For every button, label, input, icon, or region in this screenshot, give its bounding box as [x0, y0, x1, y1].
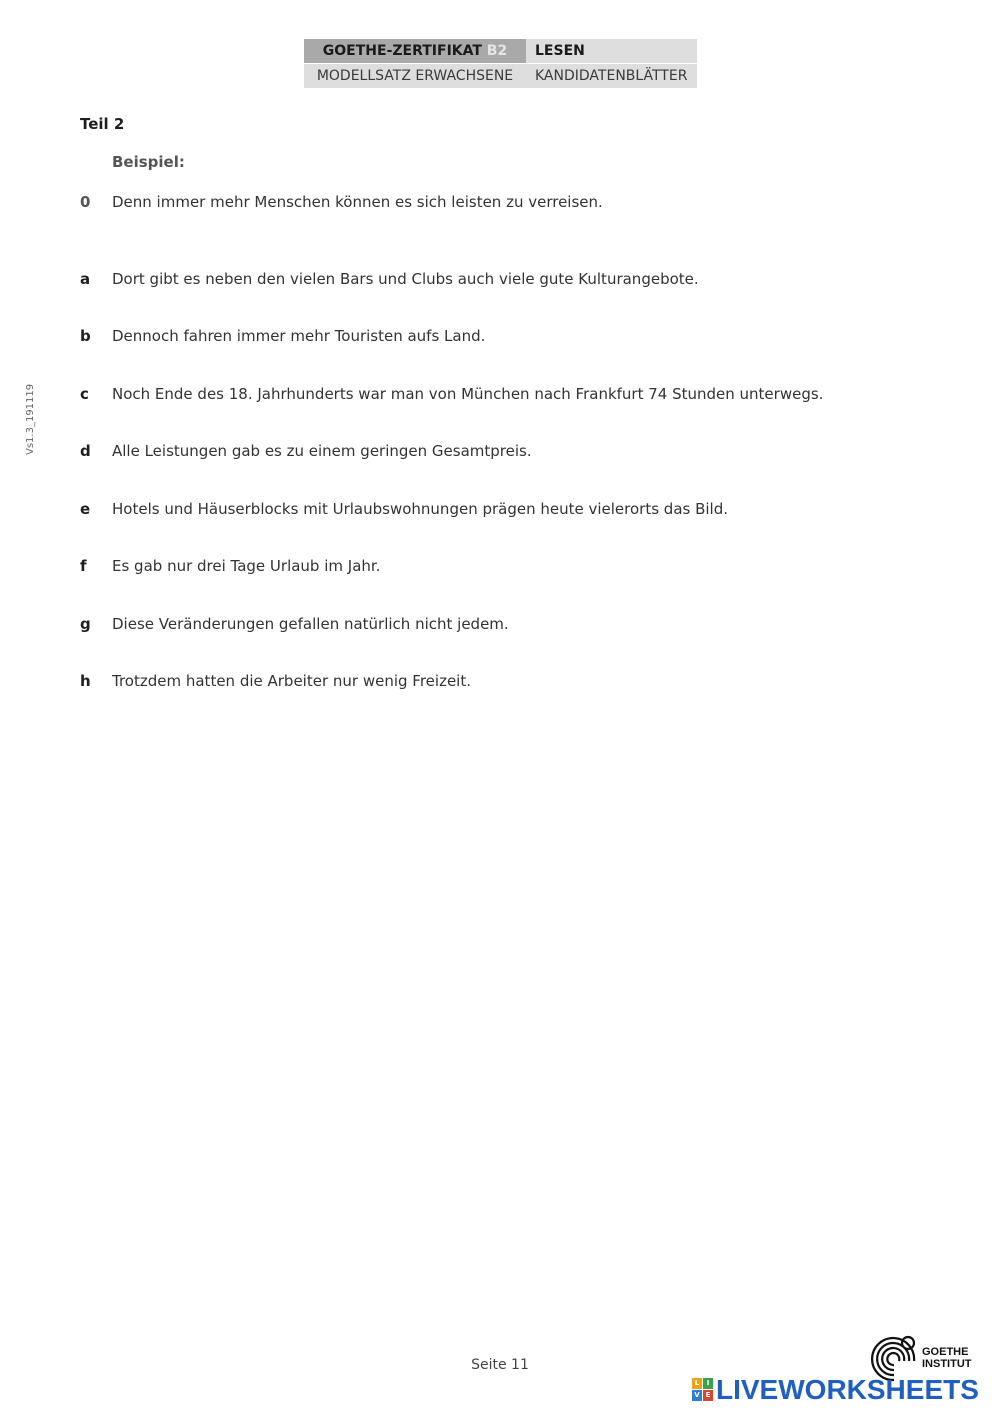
item-letter: e	[80, 500, 91, 518]
page-number: Seite 11	[471, 1357, 529, 1373]
exam-title-cell	[304, 39, 526, 63]
logo-block: L	[692, 1378, 702, 1389]
module-cell: LESEN	[526, 39, 697, 63]
item-text: Es gab nur drei Tage Urlaub im Jahr.	[112, 557, 381, 575]
goethe-logo-line2: INSTITUT	[922, 1358, 972, 1370]
item-letter: h	[80, 672, 91, 690]
version-code: Vs1.3_191119	[25, 383, 36, 455]
liveworksheets-watermark[interactable]	[692, 1376, 992, 1406]
item-letter: g	[80, 615, 91, 633]
exam-header	[304, 39, 697, 88]
item-letter: b	[80, 327, 91, 345]
liveworksheets-logo-icon	[692, 1378, 714, 1402]
item-text: Dort gibt es neben den vielen Bars und Clubs auch viele gute Kulturangebote.	[112, 270, 699, 288]
sheet-type-cell: KANDIDATENBLÄTTER	[526, 64, 697, 88]
logo-block: V	[692, 1390, 702, 1401]
logo-block: I	[703, 1378, 713, 1389]
goethe-logo-line1: GOETHE	[922, 1346, 969, 1358]
logo-block: E	[703, 1390, 713, 1401]
set-name-cell: MODELLSATZ ERWACHSENE	[304, 64, 526, 88]
section-title: Teil 2	[80, 115, 125, 133]
item-letter: c	[80, 385, 89, 403]
item-letter: 0	[80, 193, 91, 211]
item-text: Trotzdem hatten die Arbeiter nur wenig Freizeit.	[112, 672, 471, 690]
item-text: Hotels und Häuserblocks mit Urlaubswohnungen prägen heute vielerorts das Bild.	[112, 500, 729, 518]
exam-level: B2	[486, 43, 508, 59]
item-text: Dennoch fahren immer mehr Touristen aufs Land.	[112, 327, 486, 345]
item-letter: f	[80, 557, 87, 575]
item-letter: a	[80, 270, 91, 288]
example-label: Beispiel:	[112, 153, 185, 171]
item-text: Alle Leistungen gab es zu einem geringen Gesamtpreis.	[112, 442, 532, 460]
exam-title: GOETHE-ZERTIFIKAT	[322, 43, 482, 59]
item-letter: d	[80, 442, 91, 460]
item-text: Noch Ende des 18. Jahrhunderts war man von München nach Frankfurt 74 Stunden unterwegs.	[112, 385, 824, 403]
liveworksheets-wordmark: LIVEWORKSHEETS	[716, 1374, 979, 1405]
item-text: Diese Veränderungen gefallen natürlich nicht jedem.	[112, 615, 509, 633]
item-text: Denn immer mehr Menschen können es sich leisten zu verreisen.	[112, 193, 603, 211]
